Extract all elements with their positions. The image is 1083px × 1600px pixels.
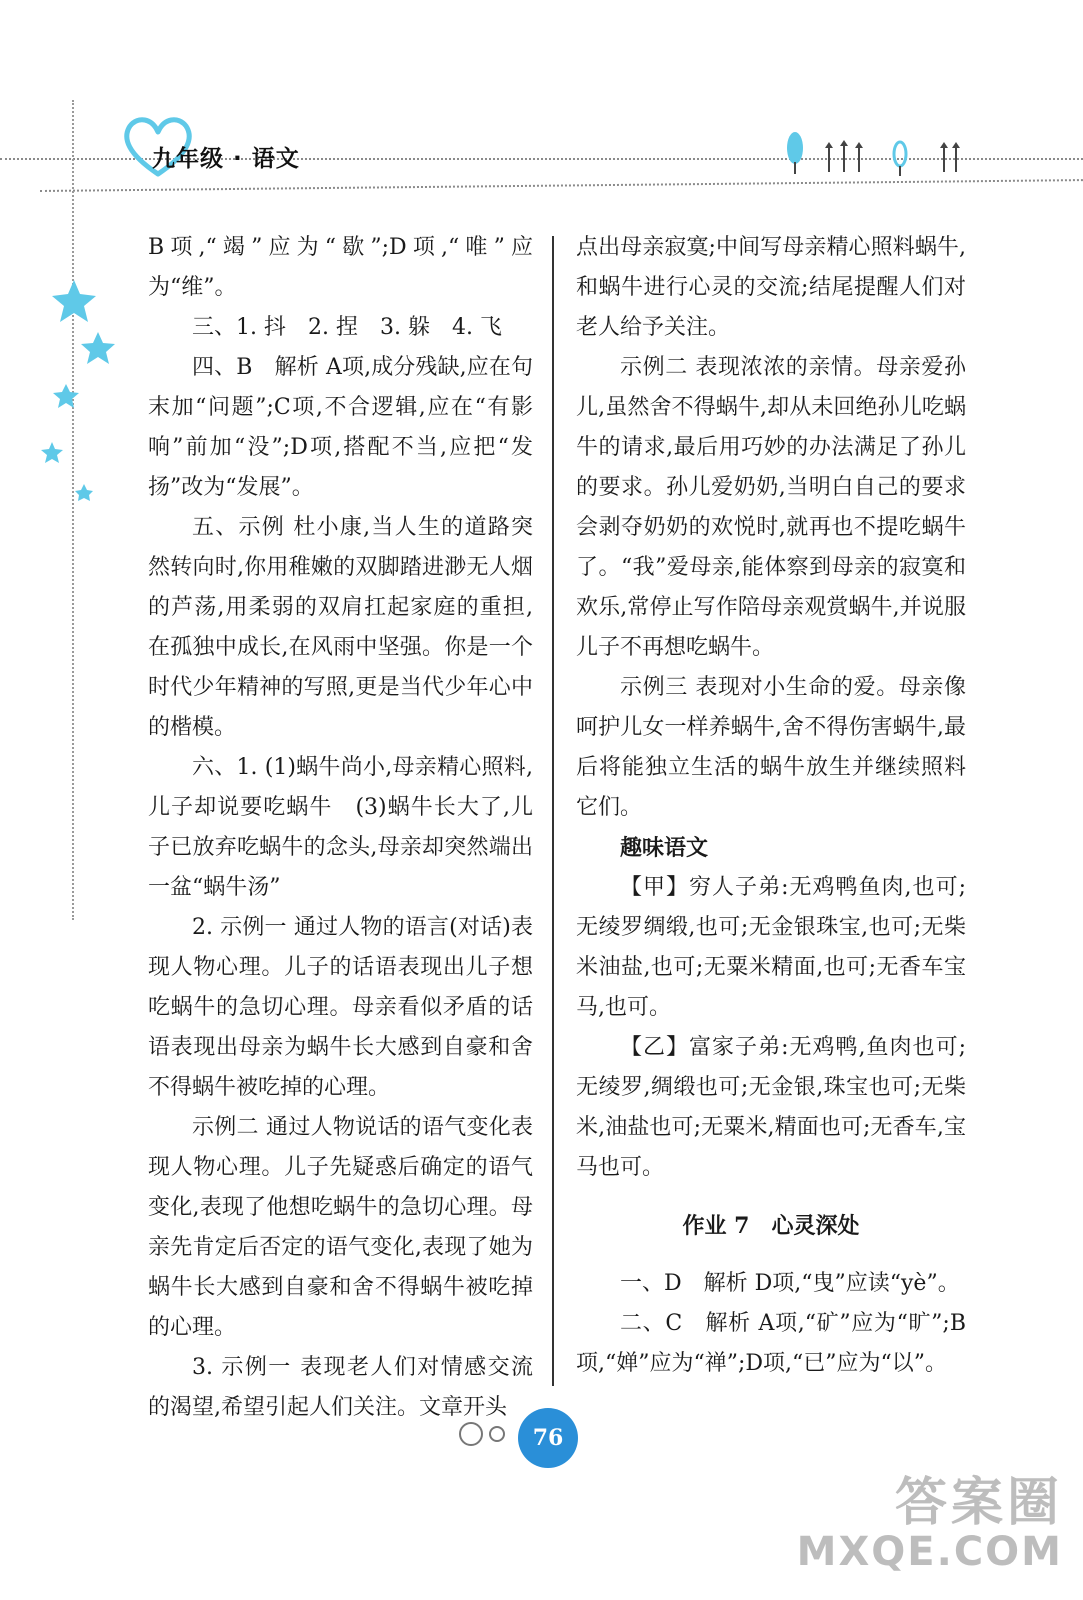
answer-paragraph: 示例三 表现对小生命的爱。母亲像呵护儿女一样养蜗牛,舍不得伤害蜗牛,最后将能独立生活的蜗牛放生并继续照料它们。 (576, 675, 966, 820)
stars-decoration-icon (38, 280, 138, 520)
page-number-decoration-icon (455, 1410, 525, 1460)
page-number: 76 (518, 1408, 578, 1468)
header-title: 九年级 · 语文 (152, 146, 300, 172)
column-divider (552, 236, 554, 1386)
answer-paragraph: B项,“竭”应为“歇”;D项,“唯”应为“维”。 (148, 235, 533, 300)
answer-paragraph: 二、C 解析 A项,“矿”应为“旷”;B项,“婵”应为“禅”;D项,“已”应为“以”。 (576, 1311, 966, 1376)
answer-paragraph: 示例二 通过人物说话的语气变化表现人物心理。儿子先疑惑后确定的语气变化,表现了他想吃蜗牛的急切心理。母亲先肯定后否定的语气变化,表现了她为蜗牛长大感到自豪和舍不得蜗牛被吃掉的心理。 (148, 1115, 533, 1340)
answer-paragraph: 六、1. (1)蜗牛尚小,母亲精心照料,儿子却说要吃蜗牛 (3)蜗牛长大了,儿子已放弃吃蜗牛的念头,母亲却突然端出一盆“蜗牛汤” (148, 755, 533, 900)
answer-paragraph: 3. 示例一 表现老人们对情感交流的渴望,希望引起人们关注。文章开头 (148, 1355, 533, 1420)
left-column (148, 228, 533, 1428)
section-heading: 趣味语文 (620, 835, 709, 861)
answer-paragraph: 2. 示例一 通过人物的语言(对话)表现人物心理。儿子的话语表现出儿子想吃蜗牛的急切心理。母亲看似矛盾的话语表现出母亲为蜗牛长大感到自豪和舍不得蜗牛被吃掉的心理。 (148, 915, 533, 1100)
watermark-line2: MXQE.COM (796, 1529, 1063, 1575)
answer-paragraph: 三、1. 抖 2. 捏 3. 躲 4. 飞 (192, 315, 502, 340)
watermark-line1: 答案圈 (894, 1473, 1063, 1533)
assignment-heading: 作业 7 心灵深处 (682, 1213, 860, 1239)
answer-paragraph: 【甲】穷人子弟:无鸡鸭鱼肉,也可;无绫罗绸缎,也可;无金银珠宝,也可;无柴米油盐,也可;无粟米精面,也可;无香车宝马,也可。 (576, 875, 966, 1020)
watermark (797, 1460, 1063, 1575)
answer-paragraph: 一、D 解析 D项,“曳”应读“yè”。 (620, 1271, 960, 1296)
answer-paragraph: 五、示例 杜小康,当人生的道路突然转向时,你用稚嫩的双脚踏进渺无人烟的芦荡,用柔弱的双肩扛起家庭的重担,在孤独中成长,在风雨中坚强。你是一个时代少年精神的写照,更是当代少年心中的楷模。 (148, 515, 533, 740)
answer-paragraph: 点出母亲寂寞;中间写母亲精心照料蜗牛,和蜗牛进行心灵的交流;结尾提醒人们对老人给予关注。 (576, 235, 966, 340)
answer-paragraph: 示例二 表现浓浓的亲情。母亲爱孙儿,虽然舍不得蜗牛,却从未回绝孙儿吃蜗牛的请求,最后用巧妙的办法满足了孙儿的要求。孙儿爱奶奶,当明白自己的要求会剥夺奶奶的欢悦时,就再也不提吃蜗牛了。“我”爱母亲,能体察到母亲的寂寞和欢乐,常停止写作陪母亲观赏蜗牛,并说服儿子不再想吃蜗牛。 (576, 355, 966, 660)
tulip-decoration-icon (780, 128, 980, 178)
answer-paragraph: 【乙】富家子弟:无鸡鸭,鱼肉也可;无绫罗,绸缎也可;无金银,珠宝也可;无柴米,油盐也可;无粟米,精面也可;无香车,宝马也可。 (576, 1035, 966, 1180)
right-column (576, 228, 966, 1384)
answer-paragraph: 四、B 解析 A项,成分残缺,应在句末加“问题”;C项,不合逻辑,应在“有影响”前加“没”;D项,搭配不当,应把“发扬”改为“发展”。 (148, 355, 533, 500)
